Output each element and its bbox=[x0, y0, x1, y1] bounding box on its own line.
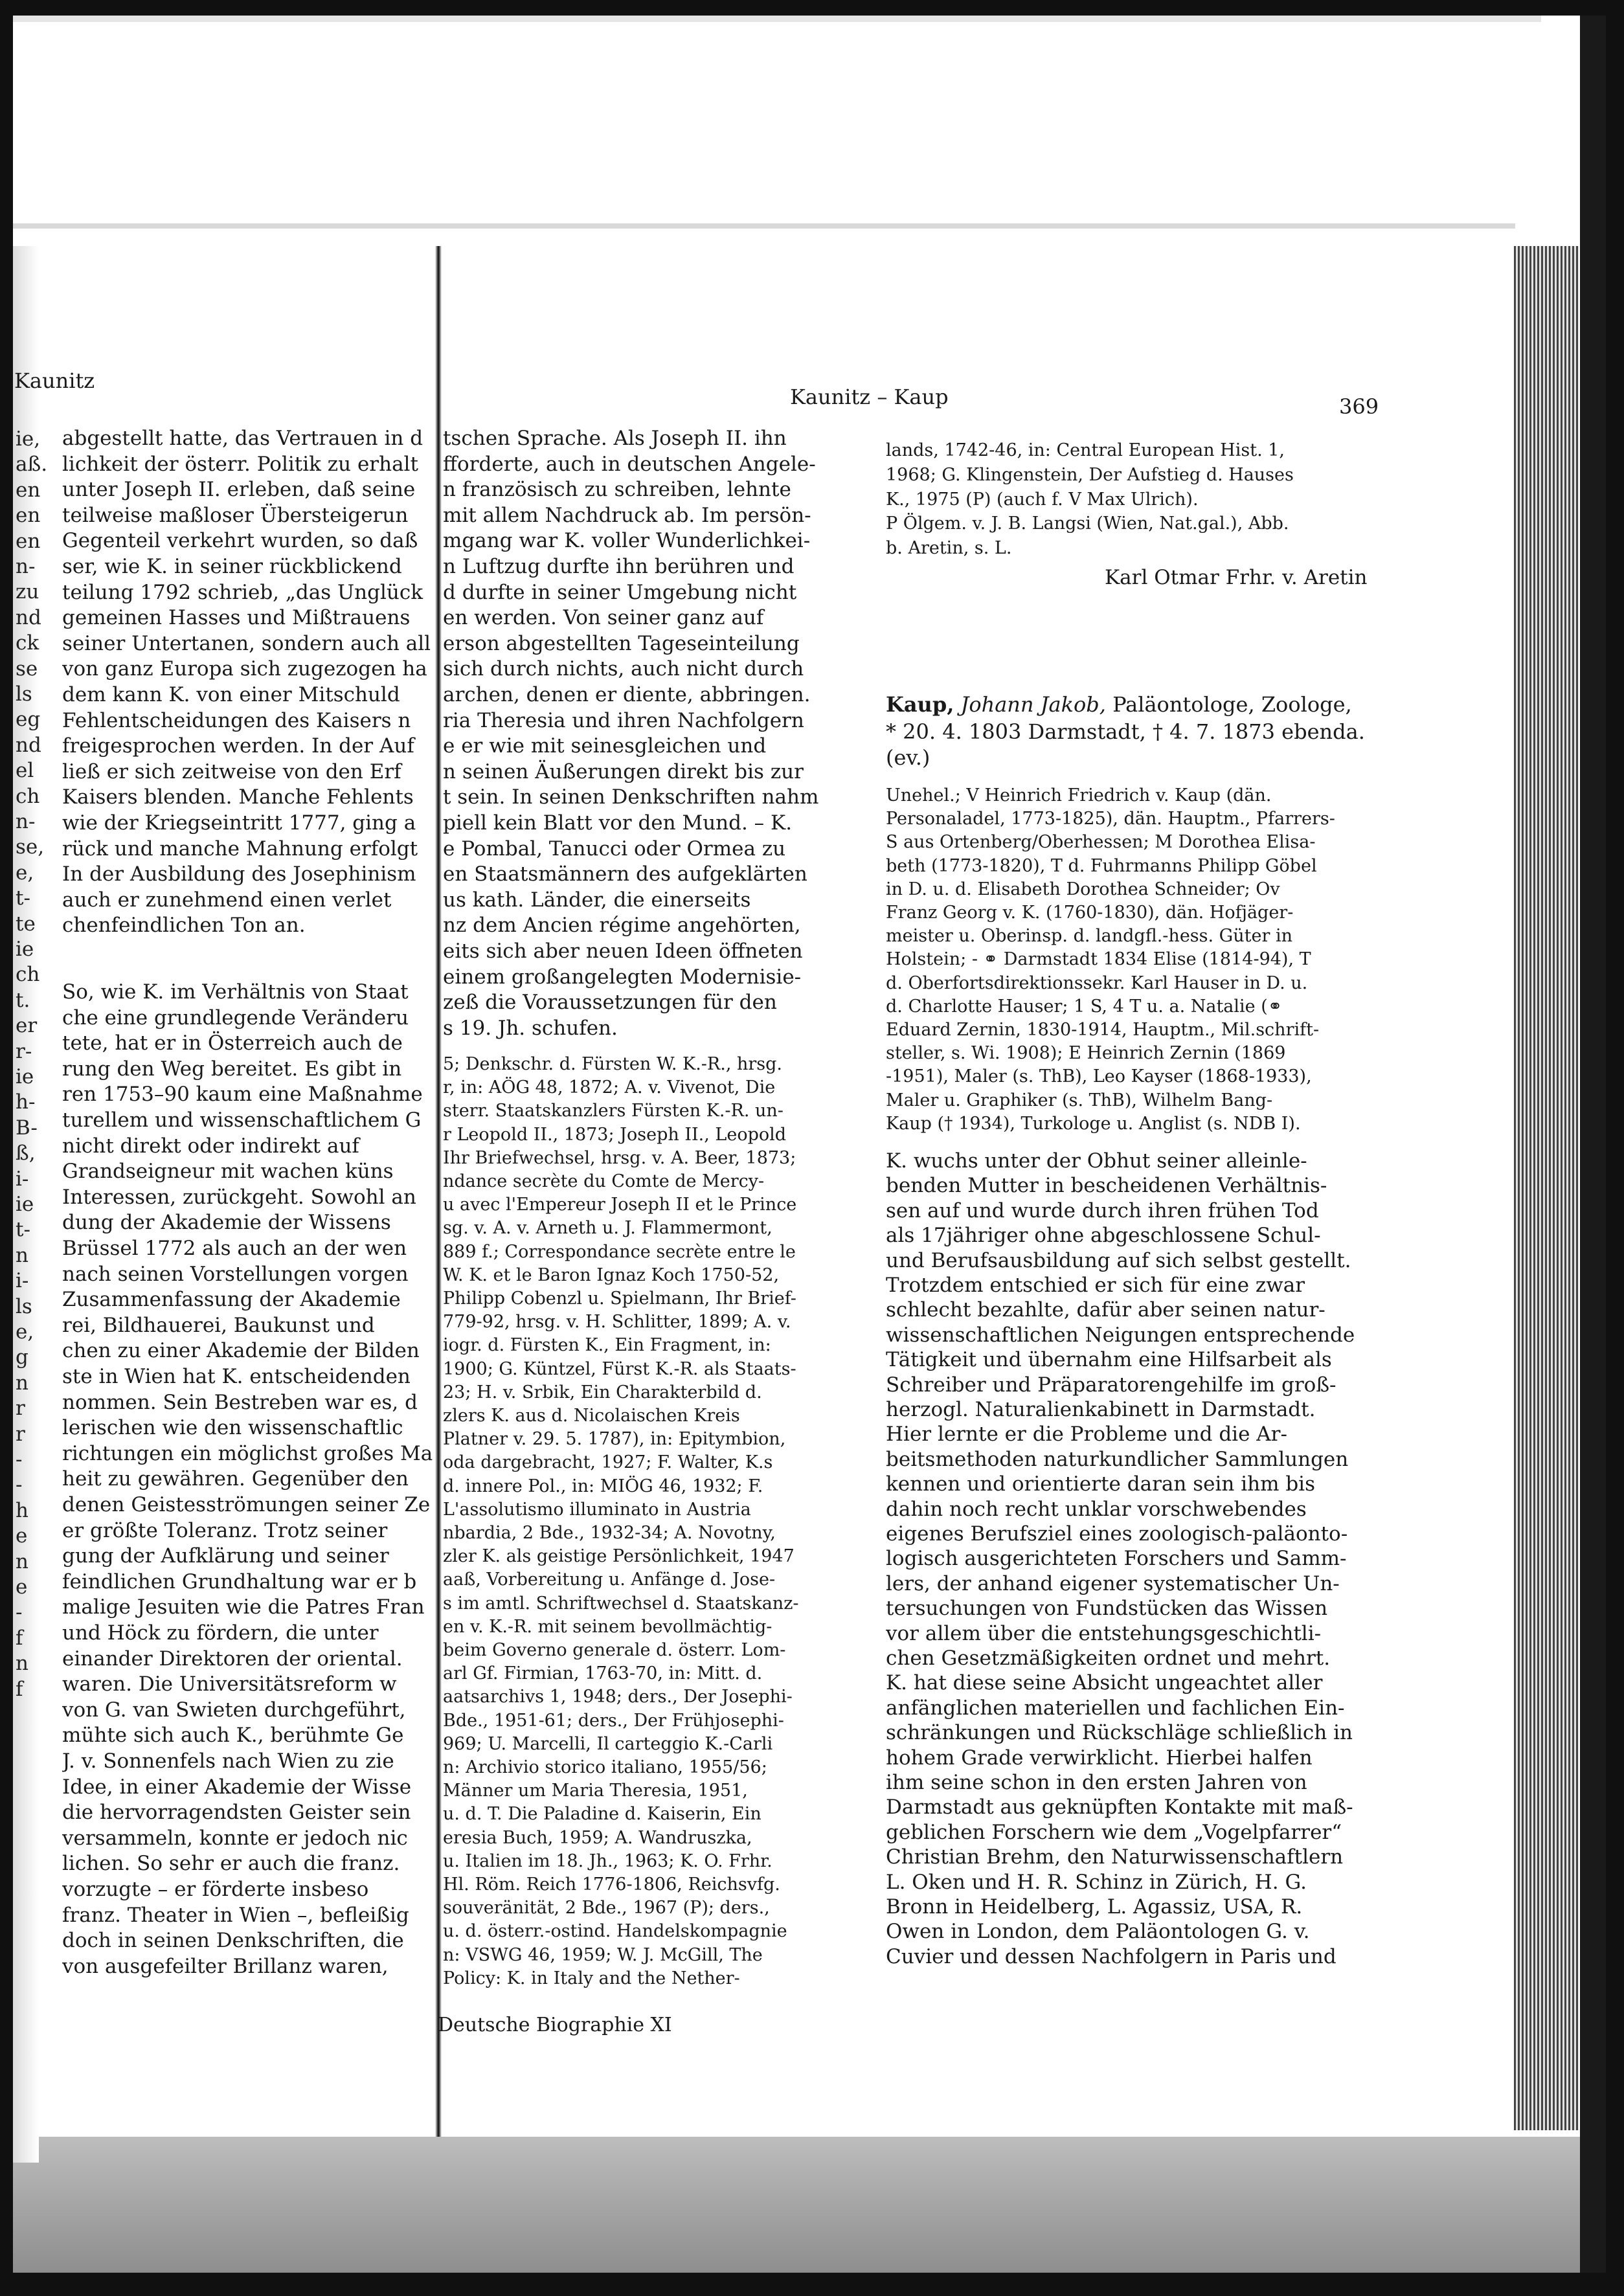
text-line: Owen in London, dem Paläontologen G. v. bbox=[886, 1920, 1310, 1944]
text-line: Cuvier und dessen Nachfolgern in Paris und bbox=[886, 1944, 1336, 1968]
text-line: heit zu gewähren. Gegenüber den bbox=[62, 1467, 409, 1491]
text-line: Brüssel 1772 als auch an der wen bbox=[62, 1237, 407, 1260]
text-line: Hier lernte er die Probleme und die Ar- bbox=[886, 1423, 1287, 1446]
reference-line: ndance secrète du Comte de Mercy- bbox=[443, 1171, 765, 1191]
reference-line: L'assolutismo illuminato in Austria bbox=[443, 1499, 751, 1520]
text-line: teilweise maßloser Übersteigerun bbox=[62, 503, 409, 527]
reference-line: beim Governo generale d. österr. Lom- bbox=[443, 1640, 786, 1660]
text-line: Bronn in Heidelberg, L. Agassiz, USA, R. bbox=[886, 1895, 1303, 1919]
text-line: chen zu einer Akademie der Bilden bbox=[62, 1339, 420, 1363]
edge-fragment: n bbox=[16, 1549, 28, 1573]
genealogy-line: Eduard Zernin, 1830-1914, Hauptm., Mil.schrift- bbox=[886, 1020, 1320, 1040]
edge-fragment: ls bbox=[16, 1294, 32, 1318]
text-line: ria Theresia und ihren Nachfolgern bbox=[443, 708, 804, 732]
kaup-life-dates: * 20. 4. 1803 Darmstadt, † 4. 7. 1873 ebenda. bbox=[886, 719, 1365, 744]
reference-line: u. d. österr.-ostind. Handelskompagnie bbox=[443, 1921, 787, 1942]
edge-fragment: e, bbox=[16, 1320, 34, 1344]
reference-line: iogr. d. Fürsten K., Ein Fragment, in: bbox=[443, 1335, 771, 1356]
text-line: zeß die Voraussetzungen für den bbox=[443, 991, 777, 1015]
text-line: d durfte in seiner Umgebung nicht bbox=[443, 580, 797, 604]
edge-fragment: r bbox=[16, 1422, 25, 1446]
reference-line: s im amtl. Schriftwechsel d. Staatskanz- bbox=[443, 1593, 799, 1614]
text-line: tete, hat er in Österreich auch de bbox=[62, 1031, 403, 1055]
text-line: Tätigkeit und übernahm eine Hilfsarbeit als bbox=[886, 1348, 1332, 1372]
page-top-edge bbox=[13, 223, 1515, 229]
text-line: e er wie mit seinesgleichen und bbox=[443, 734, 767, 758]
text-line: en Staatsmännern des aufgeklärten bbox=[443, 862, 807, 886]
reference-line: 23; H. v. Srbik, Ein Charakterbild d. bbox=[443, 1382, 762, 1402]
text-line: und Berufsausbildung auf sich selbst gestellt. bbox=[886, 1248, 1351, 1272]
article-author: Karl Otmar Frhr. v. Aretin bbox=[1105, 566, 1368, 589]
edge-fragment: se, bbox=[16, 835, 45, 859]
text-line: e Pombal, Tanucci oder Ormea zu bbox=[443, 837, 786, 861]
edge-fragment: h- bbox=[16, 1090, 36, 1114]
edge-fragment: ie, bbox=[16, 427, 41, 451]
reference-line: u avec l'Empereur Joseph II et le Prince bbox=[443, 1195, 797, 1215]
edge-fragment: B- bbox=[16, 1116, 38, 1140]
footer-text: Deutsche Biographie XI bbox=[438, 2014, 672, 2036]
genealogy-line: Unehel.; V Heinrich Friedrich v. Kaup (dän. bbox=[886, 785, 1272, 805]
text-line: anfänglichen materiellen und fachlichen Ein- bbox=[886, 1696, 1345, 1720]
text-line: richtungen ein möglichst großes Ma bbox=[62, 1441, 433, 1465]
genealogy-line: meister u. Oberinsp. d. landgfl.-hess. Güter in bbox=[886, 926, 1292, 947]
genealogy-line: Holstein; - ⚭ Darmstadt 1834 Elise (1814-94), T bbox=[886, 949, 1311, 970]
reference-line: d. innere Pol., in: MIÖG 46, 1932; F. bbox=[443, 1476, 763, 1496]
reference-line: Ihr Briefwechsel, hrsg. v. A. Beer, 1873; bbox=[443, 1147, 796, 1168]
text-line: auch er zunehmend einen verlet bbox=[62, 888, 392, 912]
kaup-name: Kaup, bbox=[886, 692, 954, 717]
text-line: turellem und wissenschaftlichem G bbox=[62, 1109, 422, 1132]
edge-fragment: h bbox=[16, 1498, 28, 1522]
scan-top-strip bbox=[13, 16, 1541, 22]
text-line: tschen Sprache. Als Joseph II. ihn bbox=[443, 427, 787, 450]
edge-fragment: - bbox=[16, 1473, 23, 1497]
text-line: schlecht bezahlte, dafür aber seinen natur- bbox=[886, 1298, 1325, 1322]
reference-line: 779-92, hrsg. v. H. Schlitter, 1899; A. v. bbox=[443, 1312, 791, 1333]
edge-fragment: te bbox=[16, 912, 36, 936]
text-line: n seinen Äußerungen direkt bis zur bbox=[443, 760, 804, 783]
kaup-given-names: Johann Jakob, bbox=[960, 692, 1106, 717]
genealogy-line: in D. u. d. Elisabeth Dorothea Schneider; Ov bbox=[886, 879, 1280, 899]
text-line: tersuchungen von Fundstücken das Wissen bbox=[886, 1597, 1328, 1621]
text-line: malige Jesuiten wie die Patres Fran bbox=[62, 1595, 425, 1619]
reference-line: Männer um Maria Theresia, 1951, bbox=[443, 1781, 748, 1801]
text-line: schränkungen und Rückschläge schließlich in bbox=[886, 1721, 1353, 1745]
edge-fragment: ie bbox=[16, 1065, 34, 1088]
reference-line: 5; Denkschr. d. Fürsten W. K.-R., hrsg. bbox=[443, 1054, 783, 1074]
reference-line: souveränität, 2 Bde., 1967 (P); ders., bbox=[443, 1898, 770, 1919]
text-line: denen Geistesströmungen seiner Ze bbox=[62, 1493, 431, 1516]
text-line: ser, wie K. in seiner rückblickend bbox=[62, 555, 402, 578]
text-line: lichkeit der österr. Politik zu erhalt bbox=[62, 452, 418, 476]
edge-fragment: zu bbox=[16, 580, 39, 604]
text-line: dung der Akademie der Wissens bbox=[62, 1211, 391, 1235]
bibliography-line: lands, 1742-46, in: Central European Hist. 1, bbox=[886, 440, 1285, 460]
edge-fragment: ck bbox=[16, 631, 39, 655]
text-line: mgang war K. voller Wunderlichkei- bbox=[443, 529, 811, 553]
text-line: t sein. In seinen Denkschriften nahm bbox=[443, 785, 819, 809]
edge-fragment: i- bbox=[16, 1269, 29, 1293]
text-line: dahin noch recht unklar vorschwebendes bbox=[886, 1497, 1307, 1521]
text-line: lichen. So sehr er auch die franz. bbox=[62, 1852, 400, 1876]
text-line: als 17jähriger ohne abgeschlossene Schul- bbox=[886, 1224, 1321, 1248]
text-line: logisch ausgerichteten Forschers und Samm- bbox=[886, 1547, 1347, 1571]
edge-fragment: e, bbox=[16, 861, 34, 884]
text-line: teilung 1792 schrieb, „das Unglück bbox=[62, 580, 423, 604]
reference-line: sg. v. A. v. Arneth u. J. Flammermont, bbox=[443, 1218, 773, 1239]
reference-line: W. K. et le Baron Ignaz Koch 1750-52, bbox=[443, 1265, 780, 1285]
edge-fragment: r- bbox=[16, 1039, 32, 1063]
text-line: dem kann K. von einer Mitschuld bbox=[62, 683, 400, 706]
text-line: Fehlentscheidungen des Kaisers n bbox=[62, 708, 411, 732]
text-line: Gegenteil verkehrt wurden, so daß bbox=[62, 529, 418, 553]
portrait-line: b. Aretin, s. L. bbox=[886, 538, 1012, 558]
edge-fragment: t- bbox=[16, 1218, 30, 1242]
text-line: us kath. Länder, die einerseits bbox=[443, 888, 751, 912]
text-line: nz dem Ancien régime angehörten, bbox=[443, 914, 801, 938]
reference-line: arl Gf. Firmian, 1763-70, in: Mitt. d. bbox=[443, 1663, 763, 1684]
edge-fragment: ch bbox=[16, 963, 40, 987]
reference-line: 969; U. Marcelli, Il carteggio K.-Carli bbox=[443, 1733, 773, 1754]
text-line: Kaisers blenden. Manche Fehlents bbox=[62, 785, 414, 809]
edge-fragment: ch bbox=[16, 784, 40, 808]
reference-line: Hl. Röm. Reich 1776-1806, Reichsvfg. bbox=[443, 1874, 780, 1895]
text-line: geblichen Forschern wie dem „Vogelpfarrer“ bbox=[886, 1820, 1342, 1844]
text-line: K. hat diese seine Absicht ungeachtet aller bbox=[886, 1671, 1323, 1695]
edge-fragment: e bbox=[16, 1575, 28, 1599]
edge-fragment: g bbox=[16, 1345, 28, 1369]
edge-fragment: ls bbox=[16, 682, 32, 706]
edge-fragment: n bbox=[16, 1371, 28, 1395]
text-line: kennen und orientierte daran sein ihm bis bbox=[886, 1472, 1315, 1496]
text-line: n französisch zu schreiben, lehnte bbox=[443, 478, 791, 502]
text-line: en werden. Von seiner ganz auf bbox=[443, 606, 764, 630]
edge-fragment: ß, bbox=[16, 1142, 36, 1165]
text-line: franz. Theater in Wien –, befleißig bbox=[62, 1903, 409, 1927]
edge-fragment: n- bbox=[16, 555, 36, 578]
reference-line: Platner v. 29. 5. 1787), in: Epitymbion, bbox=[443, 1429, 786, 1450]
text-line: So, wie K. im Verhältnis von Staat bbox=[62, 980, 409, 1004]
text-line: lerischen wie den wissenschaftlic bbox=[62, 1416, 403, 1440]
edge-fragment: ie bbox=[16, 1193, 34, 1216]
reference-line: u. d. T. Die Paladine d. Kaiserin, Ein bbox=[443, 1804, 761, 1825]
text-line: waren. Die Universitätsreform w bbox=[62, 1672, 397, 1696]
edge-fragment: - bbox=[16, 1448, 23, 1471]
text-line: lers, der anhand eigener systematischer Un- bbox=[886, 1571, 1340, 1595]
text-line: seiner Untertanen, sondern auch all bbox=[62, 631, 431, 655]
scan-border-bottom bbox=[0, 2273, 1624, 2296]
genealogy-line: Kaup († 1934), Turkologe u. Anglist (s. NDB I). bbox=[886, 1113, 1301, 1134]
scan-dark-band bbox=[1580, 16, 1606, 2273]
text-line: gemeinen Hasses und Mißtrauens bbox=[62, 606, 411, 630]
text-line: die hervorragendsten Geister sein bbox=[62, 1801, 411, 1825]
text-line: ließ er sich zeitweise von den Erf bbox=[62, 760, 401, 783]
reference-line: zlers K. aus d. Nicolaischen Kreis bbox=[443, 1406, 740, 1426]
text-line: hohem Grade verwirklicht. Hierbei halfen bbox=[886, 1746, 1313, 1770]
text-line: nach seinen Vorstellungen vorgen bbox=[62, 1262, 409, 1286]
genealogy-line: d. Charlotte Hauser; 1 S, 4 T u. a. Natalie (⚭ bbox=[886, 996, 1283, 1017]
portrait-line: P Ölgem. v. J. B. Langsi (Wien, Nat.gal.), Abb. bbox=[886, 513, 1289, 534]
edge-fragment: r bbox=[16, 1397, 25, 1421]
text-line: rung den Weg bereitet. Es gibt in bbox=[62, 1057, 402, 1081]
text-line: ste in Wien hat K. entscheidenden bbox=[62, 1365, 411, 1388]
edge-fragment: f bbox=[16, 1626, 23, 1650]
text-line: herzogl. Naturalienkabinett in Darmstadt. bbox=[886, 1398, 1316, 1421]
kaup-headword bbox=[886, 692, 1352, 717]
text-line: fforderte, auch in deutschen Angele- bbox=[443, 452, 816, 476]
genealogy-line: steller, s. Wi. 1908); E Heinrich Zernin (1869 bbox=[886, 1043, 1286, 1064]
edge-fragment: - bbox=[16, 1601, 23, 1625]
reference-line: r Leopold II., 1873; Joseph II., Leopold bbox=[443, 1124, 787, 1145]
text-line: s 19. Jh. schufen. bbox=[443, 1016, 618, 1040]
text-line: und Höck zu fördern, die unter bbox=[62, 1621, 379, 1645]
text-line: K. wuchs unter der Obhut seiner alleinle- bbox=[886, 1149, 1307, 1173]
text-line: Christian Brehm, den Naturwissenschaftlern bbox=[886, 1845, 1344, 1869]
edge-fragment: en bbox=[16, 529, 41, 553]
reference-line: n: Archivio storico italiano, 1955/56; bbox=[443, 1757, 767, 1777]
genealogy-line: Personaladel, 1773-1825), dän. Hauptm., Pfarrers- bbox=[886, 809, 1335, 829]
reference-line: eresia Buch, 1959; A. Wandruszka, bbox=[443, 1827, 752, 1848]
text-line: Zusammenfassung der Akademie bbox=[62, 1288, 401, 1312]
reference-line: Policy: K. in Italy and the Nether- bbox=[443, 1968, 740, 1988]
edge-fragment: aß. bbox=[16, 453, 48, 477]
reference-line: Philipp Cobenzl u. Spielmann, Ihr Brief- bbox=[443, 1289, 796, 1309]
reference-line: nbardia, 2 Bde., 1932-34; A. Novotny, bbox=[443, 1523, 776, 1543]
text-line: vor allem über die entstehungsgeschichtli- bbox=[886, 1621, 1322, 1645]
text-line: Darmstadt aus geknüpften Kontakte mit maß- bbox=[886, 1795, 1353, 1819]
genealogy-line: Franz Georg v. K. (1760-1830), dän. Hofjäger- bbox=[886, 903, 1294, 923]
scan-border-top bbox=[0, 0, 1624, 16]
text-line: sich durch nichts, auch nicht durch bbox=[443, 657, 804, 681]
text-line: rück und manche Mahnung erfolgt bbox=[62, 837, 418, 861]
text-line: von G. van Swieten durchgeführt, bbox=[62, 1698, 406, 1722]
reference-line: 889 f.; Correspondance secrète entre le bbox=[443, 1241, 796, 1262]
text-line: eigenes Berufsziel eines zoologisch-paläonto- bbox=[886, 1522, 1348, 1546]
text-line: erson abgestellten Tageseinteilung bbox=[443, 631, 800, 655]
text-line: eits sich aber neuen Ideen öffneten bbox=[443, 940, 803, 963]
reference-line: zler K. als geistige Persönlichkeit, 1947 bbox=[443, 1546, 795, 1567]
genealogy-line: d. Oberfortsdirektionssekr. Karl Hauser in D. u. bbox=[886, 973, 1308, 993]
genealogy-line: -1951), Maler (s. ThB), Leo Kayser (1868-1933), bbox=[886, 1066, 1312, 1087]
text-line: In der Ausbildung des Josephinism bbox=[62, 862, 416, 886]
text-line: che eine grundlegende Veränderu bbox=[62, 1006, 409, 1030]
edge-fragment: nd bbox=[16, 605, 41, 629]
reference-line: aatsarchivs 1, 1948; ders., Der Josephi- bbox=[443, 1687, 793, 1707]
left-running-head: Kaunitz bbox=[14, 368, 95, 393]
reference-line: sterr. Staatskanzlers Fürsten K.-R. un- bbox=[443, 1101, 784, 1121]
text-line: ren 1753–90 kaum eine Maßnahme bbox=[62, 1083, 423, 1107]
text-line: Trotzdem entschied er sich für eine zwar bbox=[886, 1274, 1305, 1297]
scan-border-left bbox=[0, 0, 13, 2296]
text-line: mit allem Nachdruck ab. Im persön- bbox=[443, 503, 811, 527]
text-line: ihm seine schon in den ersten Jahren von bbox=[886, 1771, 1307, 1794]
text-line: mühte sich auch K., berühmte Ge bbox=[62, 1724, 404, 1748]
kaup-occupation: Paläontologe, Zoologe, bbox=[1112, 692, 1352, 717]
edge-fragment: n bbox=[16, 1652, 28, 1676]
edge-fragment: se bbox=[16, 657, 38, 681]
text-line: nicht direkt oder indirekt auf bbox=[62, 1134, 359, 1158]
text-line: gung der Aufklärung und seiner bbox=[62, 1544, 389, 1568]
scan-bottom-area bbox=[13, 2137, 1580, 2273]
edge-fragment: f bbox=[16, 1677, 23, 1701]
reference-line: Bde., 1951-61; ders., Der Frühjosephi- bbox=[443, 1710, 784, 1731]
reference-line: 1900; G. Küntzel, Fürst K.-R. als Staats- bbox=[443, 1358, 796, 1379]
text-line: er größte Toleranz. Trotz seiner bbox=[62, 1518, 388, 1542]
text-line: J. v. Sonnenfels nach Wien zu zie bbox=[62, 1750, 394, 1773]
reference-line: oda dargebracht, 1927; F. Walter, K.s bbox=[443, 1452, 773, 1473]
page-number: 369 bbox=[1339, 394, 1379, 419]
reference-line: aaß, Vorbereitung u. Anfänge d. Jose- bbox=[443, 1570, 776, 1590]
text-line: chenfeindlichen Ton an. bbox=[62, 914, 306, 938]
text-line: archen, denen er diente, abbringen. bbox=[443, 683, 811, 706]
text-line: benden Mutter in bescheidenen Verhältnis- bbox=[886, 1174, 1327, 1198]
text-line: Interessen, zurückgeht. Sowohl an bbox=[62, 1185, 416, 1209]
text-line: beitsmethoden naturkundlicher Sammlungen bbox=[886, 1447, 1349, 1471]
text-line: n Luftzug durfte ihn berühren und bbox=[443, 555, 795, 578]
text-line: rei, Bildhauerei, Baukunst und bbox=[62, 1313, 375, 1337]
edge-fragment: t. bbox=[16, 988, 30, 1012]
text-line: wissenschaftlichen Neigungen entsprechende bbox=[886, 1323, 1355, 1347]
text-line: L. Oken und H. R. Schinz in Zürich, H. G. bbox=[886, 1870, 1307, 1894]
text-line: feindlichen Grundhaltung war er b bbox=[62, 1570, 417, 1593]
text-line: abgestellt hatte, das Vertrauen in d bbox=[62, 427, 423, 450]
text-line: unter Joseph II. erleben, daß seine bbox=[62, 478, 416, 502]
bibliography-line: 1968; G. Klingenstein, Der Aufstieg d. Hauses bbox=[886, 465, 1294, 485]
text-line: doch in seinen Denkschriften, die bbox=[62, 1929, 404, 1953]
edge-fragment: ie bbox=[16, 938, 34, 961]
edge-fragment: n- bbox=[16, 810, 36, 833]
kaup-confession: (ev.) bbox=[886, 745, 930, 770]
reference-line: en v. K.-R. mit seinem bevollmächtig- bbox=[443, 1616, 773, 1637]
bibliography-line: K., 1975 (P) (auch f. V Max Ulrich). bbox=[886, 490, 1199, 510]
text-line: Grandseigneur mit wachen küns bbox=[62, 1160, 394, 1184]
text-line: freigesprochen werden. In der Auf bbox=[62, 734, 414, 758]
text-line: wie der Kriegseintritt 1777, ging a bbox=[62, 811, 416, 835]
text-line: piell kein Blatt vor den Mund. – K. bbox=[443, 811, 793, 835]
genealogy-line: S aus Ortenberg/Oberhessen; M Dorothea Elisa- bbox=[886, 832, 1316, 853]
edge-fragment: i- bbox=[16, 1167, 29, 1191]
edge-fragment: en bbox=[16, 504, 41, 528]
edge-fragment: en bbox=[16, 478, 41, 502]
book-page-edges bbox=[1514, 246, 1579, 2130]
reference-line: r, in: AÖG 48, 1872; A. v. Vivenot, Die bbox=[443, 1077, 776, 1098]
text-line: sen auf und wurde durch ihren frühen Tod bbox=[886, 1199, 1319, 1222]
edge-fragment: el bbox=[16, 759, 34, 783]
right-running-head: Kaunitz – Kaup bbox=[790, 385, 949, 409]
reference-line: n: VSWG 46, 1959; W. J. McGill, The bbox=[443, 1944, 763, 1965]
reference-line: u. Italien im 18. Jh., 1963; K. O. Frhr. bbox=[443, 1851, 773, 1871]
edge-fragment: er bbox=[16, 1014, 38, 1038]
text-line: versammeln, konnte er jedoch nic bbox=[62, 1826, 408, 1850]
text-line: einem großangelegten Modernisie- bbox=[443, 965, 802, 989]
text-line: nommen. Sein Bestreben war es, d bbox=[62, 1390, 418, 1414]
text-line: chen Gesetzmäßigkeiten ordnet und mehrt. bbox=[886, 1647, 1331, 1670]
edge-fragment: e bbox=[16, 1524, 28, 1548]
text-line: von ganz Europa sich zugezogen ha bbox=[62, 657, 427, 681]
edge-fragment: eg bbox=[16, 708, 41, 732]
text-line: Schreiber und Präparatorengehilfe im groß- bbox=[886, 1373, 1336, 1397]
text-line: vorzugte – er förderte insbeso bbox=[62, 1878, 369, 1901]
text-line: von ausgefeilter Brillanz waren, bbox=[62, 1954, 389, 1978]
edge-fragment: n bbox=[16, 1243, 28, 1267]
edge-fragment: t- bbox=[16, 886, 30, 910]
genealogy-line: Maler u. Graphiker (s. ThB), Wilhelm Bang- bbox=[886, 1090, 1273, 1110]
text-line: einander Direktoren der oriental. bbox=[62, 1647, 403, 1671]
edge-fragment: nd bbox=[16, 733, 41, 757]
genealogy-line: beth (1773-1820), T d. Fuhrmanns Philipp Göbel bbox=[886, 855, 1317, 876]
text-line: Idee, in einer Akademie der Wisse bbox=[62, 1775, 412, 1799]
